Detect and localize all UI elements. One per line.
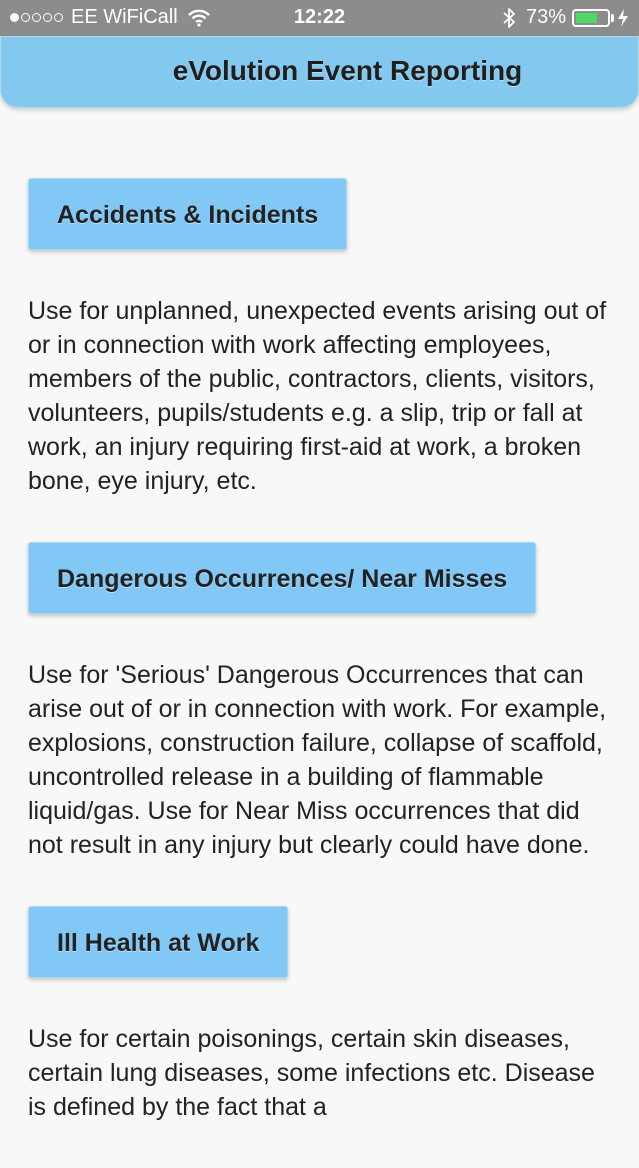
- ill-health-description: Use for certain poisonings, certain skin diseases, certain lung diseases, some infections etc. Disease is defined by the fact that a: [28, 1025, 595, 1121]
- ill-health-button[interactable]: Ill Health at Work: [28, 906, 288, 978]
- accidents-incidents-description: Use for unplanned, unexpected events arising out of or in connection with work affecting employees, members of the public, contractors, clients, visitors, volunteers, pupils/students e.g. a slip, trip or fall at work, an injury requiring first-aid at work, a broken bone, eye injury, etc.: [28, 297, 607, 495]
- battery-fill: [576, 13, 597, 23]
- status-bar: [0, 0, 639, 36]
- charging-bolt-icon: [617, 9, 629, 27]
- battery-percent: 73%: [525, 6, 566, 28]
- section-accidents: [28, 178, 613, 498]
- page-title: eVolution Event Reporting: [172, 55, 523, 86]
- status-time: 12:22: [293, 6, 346, 28]
- section-ill-health: [28, 906, 613, 1124]
- dangerous-occurrences-description: Use for 'Serious' Dangerous Occurrences that can arise out of or in connection with work. For example, explosions, construction failure, collapse of scaffold, uncontrolled release in a building of flammable liquid/gas. Use for Near Miss occurrences that did not result in any injury but clearly could have done.: [28, 661, 607, 859]
- dangerous-occurrences-button[interactable]: Dangerous Occurrences/ Near Misses: [28, 542, 536, 614]
- accidents-incidents-button[interactable]: Accidents & Incidents: [28, 178, 347, 250]
- section-dangerous-occurrences: [28, 542, 613, 862]
- status-right: [502, 6, 629, 29]
- battery-tip: [611, 14, 614, 22]
- carrier-name: EE WiFiCall: [71, 6, 178, 28]
- bluetooth-icon: [502, 7, 516, 29]
- content: [28, 178, 613, 1168]
- battery-icon: [572, 9, 610, 27]
- app-header: [0, 36, 639, 108]
